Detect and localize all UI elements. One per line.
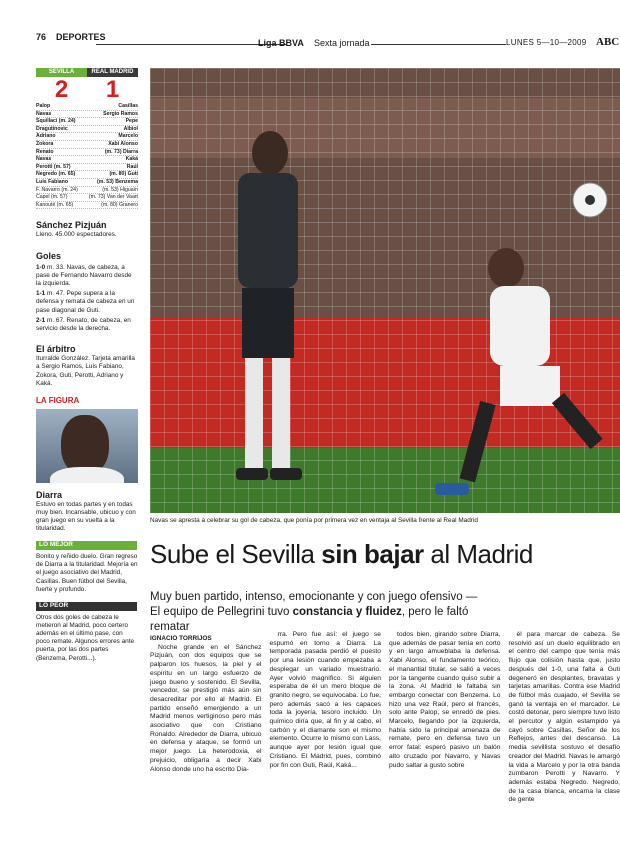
article-text: él para marcar de cabeza. Se resolvió así un duelo equilibrado en el centro del campo que tenía más flujo que colisión hasta que, justo después del 1-0, una falta a Guti degeneró en desplantes, bravatas y tarjetas amarillas. Contra ese Madrid de fútbol más cuajado, el Sevilla se ganó la ventaja en el marcador. Le costó detonar, pero siempre tuvo listo el percutor y algún estampido ya cayó sobre Casillas, Señor de los Reflejos, antes del descanso. La media sevillista sostuvo el desafío creador del Madrid. Navas le amargó la vida a Marcelo y por la otra banda zumbaron Perotti y Navarro. Y además estaba Negredo. Negredo, de la casa blanca, encarna la clase de gente [508, 631, 620, 804]
worst-text: Otros dos goles de cabeza le metieron al Madrid, poco certero además en el último pase, con poco remate. Algunos errores ante puerta, por las dos partes (Benzema, Perotti...). [36, 613, 135, 662]
date-label: LUNES 5—10—2009 [506, 38, 587, 47]
lead-text: Muy buen partido, intenso, emocionante y con juego ofensivo — El equipo de Pellegrini tuvo [150, 591, 478, 618]
home-player: Navas [36, 156, 52, 163]
team-header [36, 68, 138, 77]
goal-score: 1-1 [36, 290, 48, 298]
match-photo-illustration [150, 68, 620, 513]
referee-title: El árbitro [36, 344, 76, 355]
home-player: Luis Fabiano [36, 178, 68, 185]
stadium-title: Sánchez Pizjuán [36, 220, 107, 231]
lineup-table [36, 103, 138, 209]
goal-item [36, 264, 138, 289]
home-player: Palop [36, 103, 51, 109]
byline: IGNACIO TORRIJOS [150, 635, 212, 642]
lineup-row [36, 133, 138, 141]
lead [150, 590, 480, 635]
goal-text: m. 33. Navas, de cabeza, a pase de Fernando Navarro desde la izquierda. [36, 263, 132, 287]
away-player: Raúl [126, 163, 138, 170]
away-player: (m. 80) Guti [109, 171, 138, 178]
home-sub: Capel (m. 57) [36, 194, 68, 201]
home-player: Adriano [36, 133, 56, 140]
article-column-4 [509, 631, 620, 805]
article-text: todos bien, girando sobre Diarra, que además de pasar tenía en corto y en largo amueblaba la defensa. Xabi Alonso, el fundamento teórico, el manantial titular, se salió a veces por la tangente cuando quiso subir a la zona. Al Madrid le faltaba sin embargo conectar con Benzema. Lo hizo una vez Raúl, pero el francés, solo ante Palop, se enredó de pies. Marcelo, llegando por la izquierda, había sido la principal amenaza de remate, pero en defensa tuvo un error fatal: esperó pasivo un balón alto cruzado por Navarro, y Navas pudo saltar a gusto sobre [389, 631, 501, 769]
photo-caption: Navas se apresta a celebrar su gol de cabeza, que ponía por primera vez en ventaja al Sevilla frente al Real Madrid [150, 517, 478, 524]
page-header [36, 31, 620, 48]
away-player: Marcelo [118, 133, 138, 140]
article-column-1 [150, 631, 262, 805]
headline-part1: Sube el Sevilla [150, 539, 322, 569]
away-sub: (m. 53) Higuaín [102, 186, 138, 193]
lineup-row [36, 141, 138, 149]
header-rule [371, 44, 506, 45]
home-player: Renato [36, 148, 54, 155]
goals-title: Goles [36, 250, 62, 261]
home-player: Negredo (m. 65) [36, 171, 76, 178]
away-team: REAL MADRID [87, 68, 138, 77]
figure-title: LA FIGURA [36, 395, 80, 405]
best-title: LO MEJOR [36, 541, 137, 550]
home-team: SEVILLA [36, 68, 87, 77]
sub-row [36, 187, 138, 195]
lineup-row [36, 156, 138, 164]
article-text: Noche grande en el Sánchez Pizjuán, con dos equipos que se palparon los huesos, la piel y el espíritu en un largo esfuerzo de juego bueno y sostenido. El Sevilla, vencedor, se prestigió más aún sin desacreditar por ello al Madrid. El partido enseñó emergiendo a un Madrid menos vertiginoso pero más asociativo que con Cristiano Ronaldo. Alrededor de Diarra, ubicuo en defensa y ataque, se formó un mejor juego. La heterodoxia, el prejuicio, obligaría a decir Xabi Alonso donde uno ha escrito Dia- [150, 643, 262, 773]
article-body [150, 631, 620, 805]
away-player: Kaká [125, 156, 138, 163]
best-text: Bonito y reñido duelo. Gran regreso de Diarra a la titularidad. Mejoría en el juego asociativo del Madrid, Casillas. Buen fútbol del Sevilla, fuerte y profundo. [36, 552, 138, 593]
home-sub: Kanouté (m. 65) [36, 201, 74, 208]
lineup-row [36, 126, 138, 134]
match-sidebar [36, 68, 138, 663]
away-player: Sergio Ramos [103, 110, 138, 117]
home-player: Perotti (m. 57) [36, 163, 71, 170]
away-player: Casillas [118, 103, 138, 109]
lineup-row [36, 111, 138, 119]
figure-text: Estuvo en todas partes y en todas muy bien. Incansable, ubicuo y con gran juego en su vuelta a la titularidad. [36, 500, 136, 533]
lead-bold: constancia y fluidez [292, 606, 402, 618]
goal-score: 2-1 [36, 316, 48, 324]
sub-row [36, 194, 138, 202]
lineup-row [36, 164, 138, 172]
article-column-3 [389, 631, 501, 805]
away-sub: (m. 80) Granero [101, 201, 138, 208]
scoreline [36, 77, 138, 103]
round-label: Sexta jornada [314, 38, 370, 48]
goal-text: m. 47. Pepe supera a la defensa y remata de cabeza en un pase diagonal de Guti. [36, 290, 135, 314]
away-player: Albiol [123, 125, 138, 132]
lineup-row [36, 149, 138, 157]
headline-bold: sin bajar [321, 539, 424, 569]
away-score: 1 [105, 76, 120, 103]
goal-item [36, 317, 138, 333]
home-player: Squillaci (m. 24) [36, 118, 76, 125]
worst-title: LO PEOR [36, 602, 137, 611]
lead-end: , pero le faltó rematar [150, 606, 469, 633]
lineup-row [36, 179, 138, 187]
home-player: Navas [36, 110, 52, 117]
competition-label: Liga BBVA [258, 38, 304, 48]
lineup-row [36, 103, 138, 111]
match-photo [150, 68, 620, 513]
abc-logo: ABC [596, 36, 620, 48]
home-player: Zokora [36, 140, 54, 147]
lineup-row [36, 118, 138, 126]
page-number: 76 [36, 32, 47, 42]
article-column-2 [270, 631, 382, 805]
article-text: rra. Pero fue así: el juego se espumó en torno a Diarra. La temporada pasada perdió el puesto por una lesión cuando empezaba a desplegar un variado muestrario. Ayer volvió magnífico. Si alguien esperaba de él un mero bloque de granito negro, se equivocaba. Lo fue, pero además sacó a les capaces toda la joyería, tesoro incluido. Un químico diría que, al fin y al cabo, el carbón y el diamante son el mismo elemento. Ocurre lo mismo con Lass, aunque ayer por lesión igual que Cristiano. El Madrid, pues, combinó por fin con Guti, Raúl, Kaká... [269, 631, 381, 769]
away-sub: (m. 73) Van der Vaart [88, 194, 138, 201]
away-player: Pepe [125, 118, 138, 125]
home-score: 2 [54, 76, 69, 103]
figure-portrait [36, 409, 138, 483]
home-sub: F. Navarro (m. 24) [36, 186, 78, 193]
section-label: DEPORTES [56, 32, 106, 42]
lineup-row [36, 171, 138, 179]
goals-list [36, 264, 138, 334]
figure-name: Diarra [36, 489, 63, 500]
headline [150, 537, 620, 571]
stadium-text: Lleno. 45.000 espectadores. [36, 231, 117, 239]
home-player: Dragutinovic [36, 125, 68, 132]
away-player: (m. 53) Benzema [97, 178, 138, 185]
headline-part2: al Madrid [423, 539, 533, 569]
goal-score: 1-0 [36, 263, 48, 271]
away-player: Xabi Alonso [108, 140, 138, 147]
sub-row [36, 202, 138, 210]
goal-item [36, 290, 138, 315]
away-player: (m. 73) Diarra [104, 148, 138, 155]
referee-text: Iturralde González. Tarjeta amarilla a Sergio Ramos, Luis Fabiano, Zokora, Guti, Perotti, Adriano y Kaká. [36, 355, 135, 387]
goal-text: m. 67. Renato, de cabeza, en servicio desde la derecha. [36, 316, 131, 332]
